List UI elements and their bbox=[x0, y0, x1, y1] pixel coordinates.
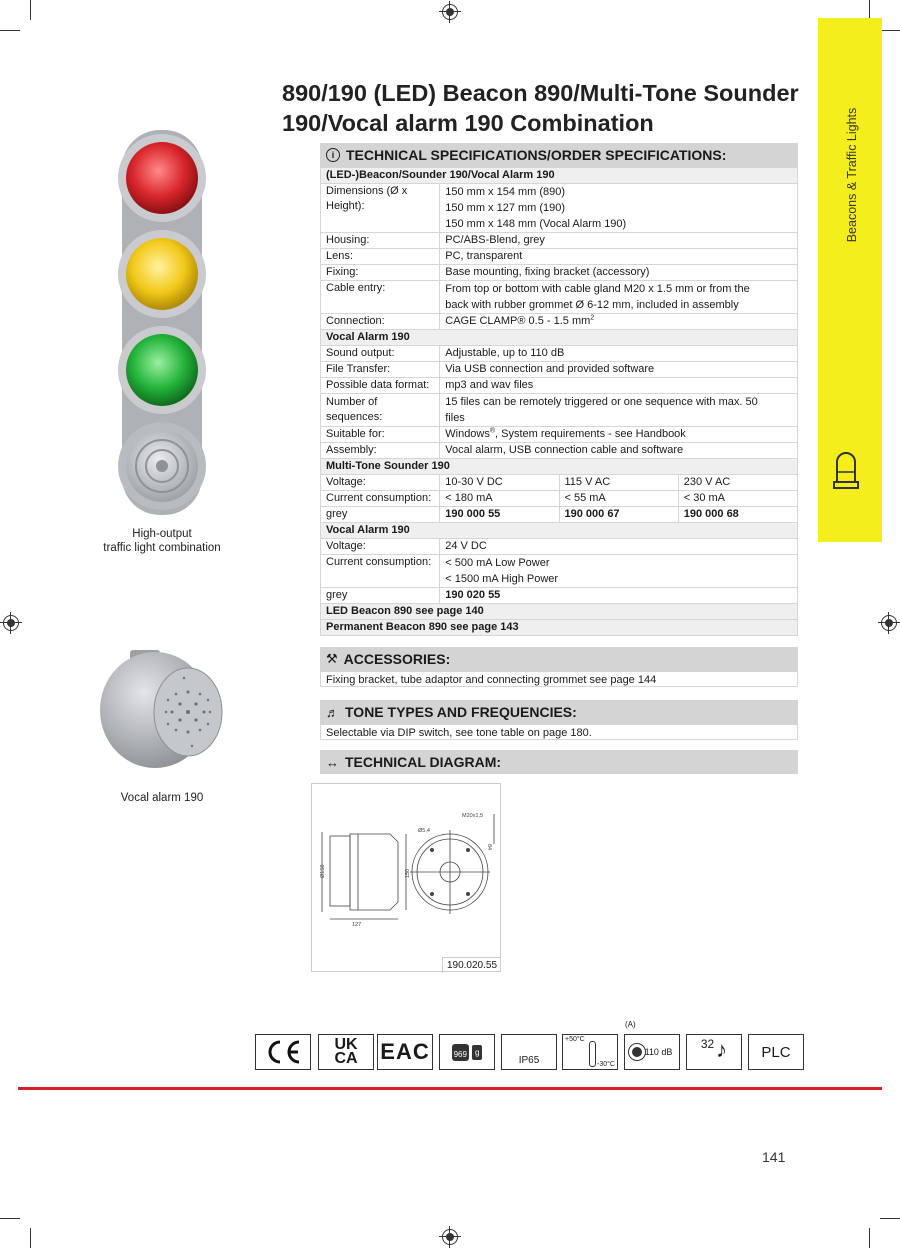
table-row: Assembly: Vocal alarm, USB connection cable and software bbox=[321, 443, 798, 459]
table-section-row: Vocal Alarm 190 bbox=[321, 523, 798, 539]
title-line-1: 890/190 (LED) Beacon 890/Multi-Tone Sounder bbox=[282, 80, 799, 106]
table-row: Number of sequences: 15 files can be remotely triggered or one sequence with max. 50 files bbox=[321, 394, 798, 427]
dim-height-label: Ø150 bbox=[320, 864, 326, 878]
ce-mark-icon bbox=[255, 1034, 311, 1070]
diagram-header: ↔ TECHNICAL DIAGRAM: bbox=[320, 750, 798, 774]
tones-header: ♬ TONE TYPES AND FREQUENCIES: bbox=[320, 700, 798, 724]
specs-table bbox=[320, 167, 798, 636]
diagram-code: 190.020.55 bbox=[442, 957, 501, 973]
table-section-row: Permanent Beacon 890 see page 143 bbox=[321, 620, 798, 636]
table-row: Fixing: Base mounting, fixing bracket (accessory) bbox=[321, 265, 798, 281]
registration-mark-icon bbox=[442, 4, 458, 20]
sound-level-icon: 110 dB bbox=[624, 1034, 680, 1070]
plc-icon: PLC bbox=[748, 1034, 804, 1070]
table-row: grey 190 020 55 bbox=[321, 588, 798, 604]
table-row: Current consumption: < 500 mA Low Power < 1500 mA High Power bbox=[321, 555, 798, 588]
crop-mark bbox=[880, 30, 900, 31]
tones-text: Selectable via DIP switch, see tone table on page 180. bbox=[320, 724, 798, 740]
ip-rating-icon: IP65 bbox=[501, 1034, 557, 1070]
table-row: grey 190 000 55 190 000 67 190 000 68 bbox=[321, 507, 798, 523]
technical-drawing bbox=[311, 783, 501, 972]
table-section-row: LED Beacon 890 see page 140 bbox=[321, 604, 798, 620]
section-label: Beacons & Traffic Lights bbox=[845, 107, 859, 243]
width-arrows-icon: ↔ bbox=[326, 754, 339, 770]
table-row: Sound output: Adjustable, up to 110 dB bbox=[321, 346, 798, 362]
footer-rule bbox=[18, 1087, 882, 1090]
table-row: Suitable for: Windows®, System requirements - see Handbook bbox=[321, 427, 798, 443]
dim-hole-label: Ø5,4 bbox=[418, 828, 430, 834]
title-line-2: 190/Vocal alarm 190 Combination bbox=[282, 110, 654, 136]
table-section-row: (LED-)Beacon/Sounder 190/Vocal Alarm 190 bbox=[321, 168, 798, 184]
crop-mark bbox=[30, 0, 31, 20]
table-row: Housing: PC/ABS-Blend, grey bbox=[321, 233, 798, 249]
ukca-mark-icon: UK CA bbox=[318, 1034, 374, 1070]
crop-mark bbox=[0, 30, 20, 31]
crop-mark bbox=[869, 0, 870, 20]
technical-specifications bbox=[320, 143, 798, 636]
table-section-row: Vocal Alarm 190 bbox=[321, 330, 798, 346]
beacon-icon bbox=[832, 448, 860, 492]
dim-d-label: 150 bbox=[405, 868, 411, 878]
table-row: Possible data format: mp3 and wav files bbox=[321, 378, 798, 394]
crop-mark bbox=[880, 1218, 900, 1219]
table-row: Current consumption: < 180 mA < 55 mA < 30 mA bbox=[321, 491, 798, 507]
page-title bbox=[282, 78, 812, 138]
traffic-light-image bbox=[112, 130, 212, 515]
tone-count-icon: 32 ♪ bbox=[686, 1034, 742, 1070]
dim-thread-label: M20x1,5 bbox=[462, 813, 484, 819]
table-row: Lens: PC, transparent bbox=[321, 249, 798, 265]
table-row: Cable entry: From top or bottom with cable gland M20 x 1.5 mm or from the back with rubber grommet Ø 6-12 mm, included in assembly bbox=[321, 281, 798, 314]
accessories-header: ⚒ ACCESSORIES: bbox=[320, 647, 798, 671]
dim-depth-label: 84 bbox=[486, 844, 492, 851]
vocal-alarm-image bbox=[100, 648, 225, 773]
crop-mark bbox=[0, 1218, 20, 1219]
page-number: 141 bbox=[762, 1149, 786, 1165]
eac-mark-icon: EAC bbox=[377, 1034, 433, 1070]
registration-mark-icon bbox=[881, 615, 897, 631]
table-row: Connection: CAGE CLAMP® 0.5 - 1.5 $mm^2$ bbox=[321, 314, 798, 330]
registration-mark-icon bbox=[442, 1229, 458, 1245]
info-icon: i bbox=[326, 148, 340, 162]
dim-width-label: 127 bbox=[352, 922, 362, 928]
table-section-row: Multi-Tone Sounder 190 bbox=[321, 459, 798, 475]
traffic-light-caption: High-output traffic light combination bbox=[103, 528, 221, 554]
tools-icon: ⚒ bbox=[326, 651, 338, 666]
crop-mark bbox=[869, 1228, 870, 1248]
table-row: Dimensions (Ø x Height): 150 mm x 154 mm (890) 150 mm x 127 mm (190) 150 mm x 148 mm (Vocal Alarm 190) bbox=[321, 184, 798, 233]
vocal-alarm-caption: Vocal alarm 190 bbox=[120, 792, 204, 804]
specs-header: i TECHNICAL SPECIFICATIONS/ORDER SPECIFICATIONS: bbox=[320, 143, 798, 167]
dimension-drawing bbox=[312, 784, 500, 971]
weight-icon: 969 g bbox=[439, 1034, 495, 1070]
registration-mark-icon bbox=[3, 615, 19, 631]
music-note-icon: ♬ bbox=[326, 704, 339, 720]
section-side-tab bbox=[818, 18, 882, 542]
diagram-section bbox=[320, 750, 798, 774]
a-weighting-label: (A) bbox=[625, 1020, 636, 1029]
temperature-icon: +50°C -30°C bbox=[562, 1034, 618, 1070]
table-row: Voltage: 10-30 V DC 115 V AC 230 V AC bbox=[321, 475, 798, 491]
table-row: File Transfer: Via USB connection and provided software bbox=[321, 362, 798, 378]
music-note-icon: ♪ bbox=[716, 1037, 728, 1062]
table-row: Voltage: 24 V DC bbox=[321, 539, 798, 555]
tones-section bbox=[320, 700, 798, 740]
crop-mark bbox=[30, 1228, 31, 1248]
accessories-text: Fixing bracket, tube adaptor and connecting grommet see page 144 bbox=[320, 671, 798, 687]
accessories-section bbox=[320, 647, 798, 687]
